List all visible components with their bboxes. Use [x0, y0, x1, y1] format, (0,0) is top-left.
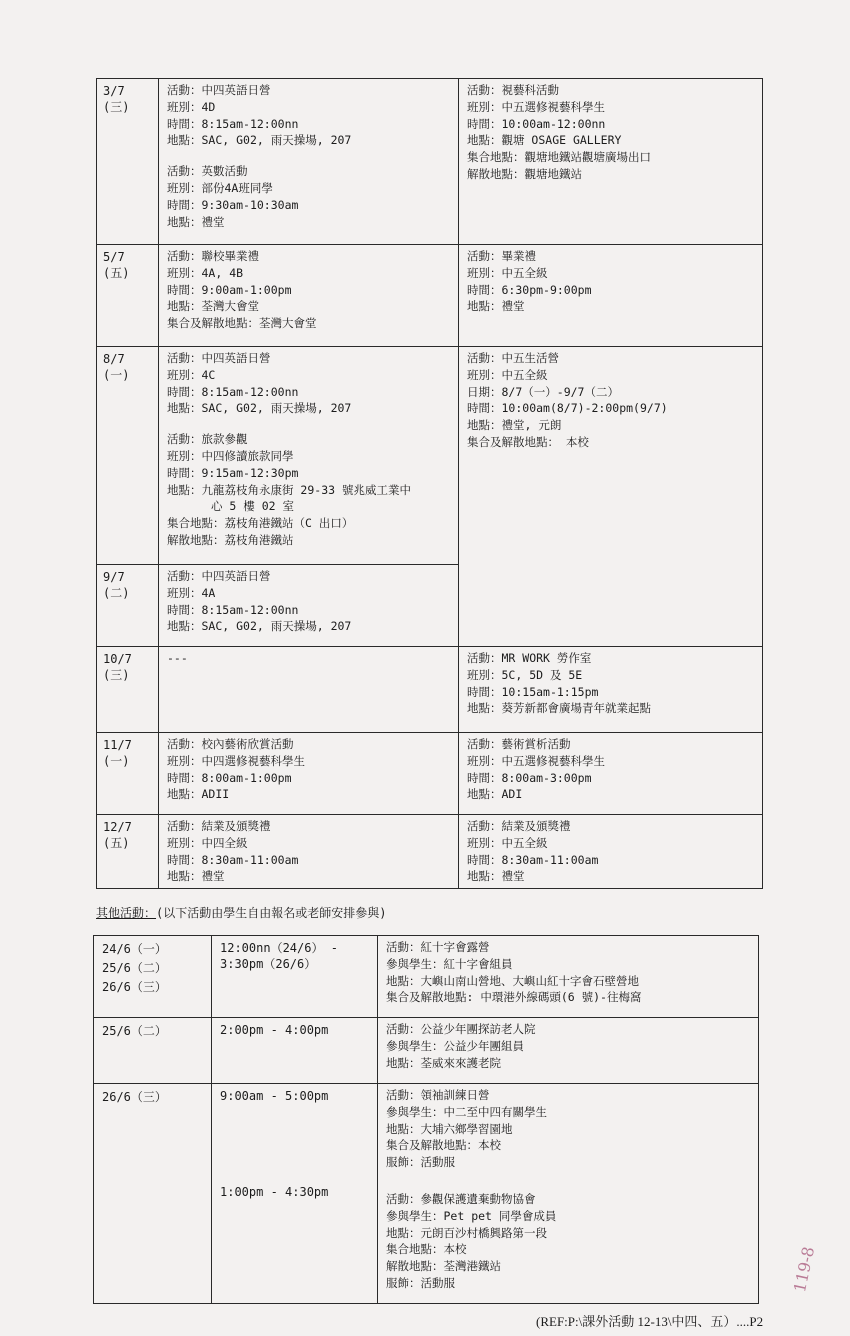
- table-row: [97, 647, 763, 733]
- date-cell: 24/6（一） 25/6（二） 26/6（三）: [94, 936, 212, 1018]
- activity-cell: 活動：領袖訓練日營 參與學生：中二至中四有關學生 地點：大埔六鄉學習園地 集合及解散地點：本校 服飾：活動服 活動：參觀保護遺棄動物協會 參與學生：Pet pet 同學會成員 地點：元朗百沙村橋興路第一段 集合地點：本校 解散地點：荃灣港鐵站 服飾：活動服: [378, 1084, 759, 1304]
- other-activities-heading: 其他活動：(以下活動由學生自由報名或老師安排參與): [96, 906, 387, 920]
- form5-activity-cell: 活動：畢業禮 班別：中五全級 時間：6:30pm-9:00pm 地點：禮堂: [459, 245, 763, 347]
- form4-activity-cell: 活動：校內藝術欣賞活動 班別：中四選修視藝科學生 時間：8:00am-1:00pm 地點：ADII: [159, 733, 459, 815]
- date-cell: 26/6（三）: [94, 1084, 212, 1304]
- date-cell: 25/6（二）: [94, 1018, 212, 1084]
- form4-activity-cell: ---: [159, 647, 459, 733]
- table-row: [94, 936, 759, 1018]
- date-cell: 8/7 (一): [97, 347, 159, 565]
- table-row: [97, 79, 763, 245]
- date-cell: 12/7 (五): [97, 815, 159, 889]
- date-cell: 11/7 (一): [97, 733, 159, 815]
- other-activities-table: [93, 935, 759, 1304]
- date-cell: 5/7 (五): [97, 245, 159, 347]
- table-row: [97, 245, 763, 347]
- handwritten-note: 119-8: [790, 1244, 819, 1294]
- date-cell: 3/7 (三): [97, 79, 159, 245]
- time-cell: 2:00pm - 4:00pm: [212, 1018, 378, 1084]
- time-cell: 9:00am - 5:00pm 1:00pm - 4:30pm: [212, 1084, 378, 1304]
- table-row: [97, 347, 763, 565]
- activity-cell: 活動：紅十字會露營 參與學生：紅十字會組員 地點：大嶼山南山營地、大嶼山紅十字會石壁營地 集合及解散地點: 中環港外線碼頭(6 號)-往梅窩: [378, 936, 759, 1018]
- table-row: [94, 1084, 759, 1304]
- date-cell: 10/7 (三): [97, 647, 159, 733]
- form5-activity-cell: 活動：結業及頒獎禮 班別：中五全級 時間：8:30am-11:00am 地點：禮堂: [459, 815, 763, 889]
- time-cell: 12:00nn（24/6） - 3:30pm（26/6）: [212, 936, 378, 1018]
- form4-activity-cell: 活動：中四英語日營 班別：4A 時間：8:15am-12:00nn 地點：SAC, G02, 雨天操場, 207: [159, 565, 459, 647]
- date-cell: 9/7 (二): [97, 565, 159, 647]
- table-row: [97, 815, 763, 889]
- form4-activity-cell: 活動：中四英語日營 班別：4D 時間：8:15am-12:00nn 地點：SAC, G02, 雨天操場, 207 活動：英數活動 班別：部份4A班同學 時間：9:30am-10:30am 地點：禮堂: [159, 79, 459, 245]
- form4-activity-cell: 活動：結業及頒獎禮 班別：中四全級 時間：8:30am-11:00am 地點：禮堂: [159, 815, 459, 889]
- reference-footer: (REF:P:\課外活動 12-13\中四、五）....P2: [536, 1314, 764, 1329]
- table-row: [94, 1018, 759, 1084]
- form5-activity-cell: 活動：MR WORK 勞作室 班別：5C, 5D 及 5E 時間：10:15am-1:15pm 地點：葵芳新都會廣場青年就業起點: [459, 647, 763, 733]
- form5-activity-cell: 活動：藝術賞析活動 班別：中五選修視藝科學生 時間：8:00am-3:00pm 地點：ADI: [459, 733, 763, 815]
- form5-activity-cell: 活動：視藝科活動 班別：中五選修視藝科學生 時間：10:00am-12:00nn 地點：觀塘 OSAGE GALLERY 集合地點：觀塘地鐵站觀塘廣場出口 解散地點：觀塘地鐵站: [459, 79, 763, 245]
- activity-cell: 活動：公益少年團探訪老人院 參與學生：公益少年團組員 地點：荃威來來護老院: [378, 1018, 759, 1084]
- schedule-table: [96, 78, 763, 889]
- form5-activity-cell: 活動：中五生活營 班別：中五全級 日期：8/7（一）-9/7（二） 時間：10:00am(8/7)-2:00pm(9/7) 地點：禮堂, 元朗 集合及解散地點： 本校: [459, 347, 763, 647]
- table-row: [97, 733, 763, 815]
- form4-activity-cell: 活動：聯校畢業禮 班別：4A, 4B 時間：9:00am-1:00pm 地點：荃灣大會堂 集合及解散地點：荃灣大會堂: [159, 245, 459, 347]
- form4-activity-cell: 活動：中四英語日營 班別：4C 時間：8:15am-12:00nn 地點：SAC, G02, 雨天操場, 207 活動：旅款參觀 班別：中四修讀旅款同學 時間：9:15am-12:30pm 地點：九龍荔枝角永康街 29-33 號兆威工業中 心 5 樓 02 室 集合地點：荔枝角港鐵站（C 出口） 解散地點：荔枝角港鐵站: [159, 347, 459, 565]
